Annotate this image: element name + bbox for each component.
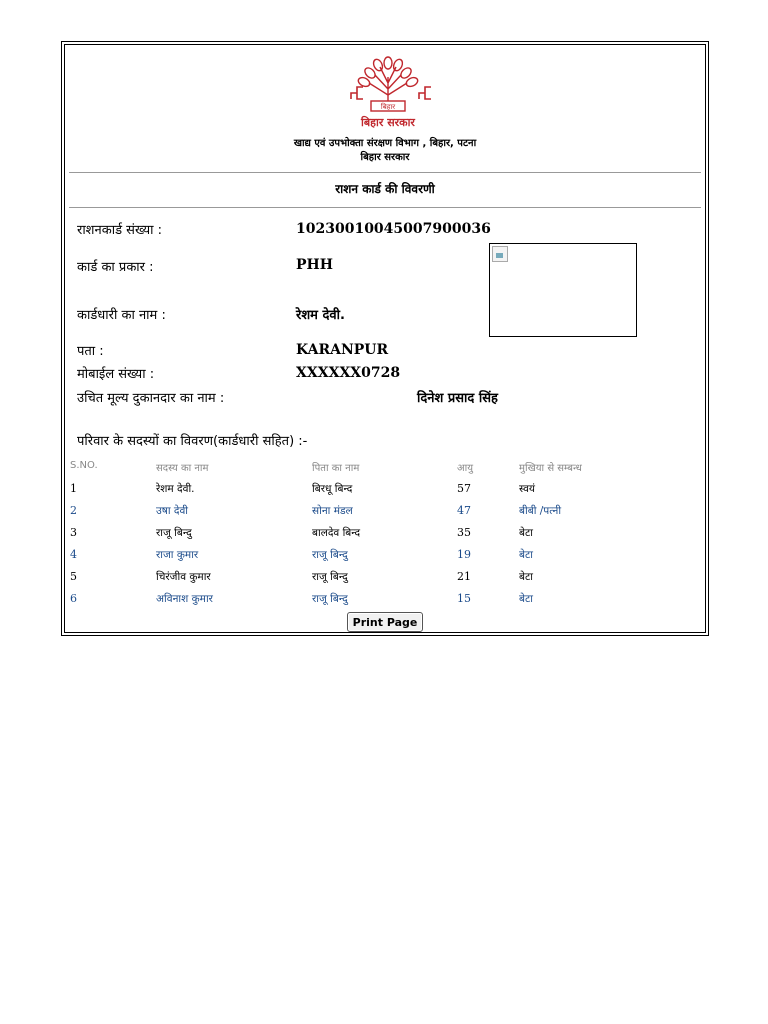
column-header-father-name: पिता का नाम <box>312 463 360 474</box>
row-sno: 5 <box>70 570 77 583</box>
table-row <box>65 588 705 610</box>
dealer-label: उचित मूल्य दुकानदार का नाम : <box>77 391 225 406</box>
government-name: बिहार सरकार <box>360 152 410 163</box>
table-row <box>65 500 705 522</box>
card-number-label: राशनकार्ड संख्या : <box>77 223 162 238</box>
table-row <box>65 478 705 500</box>
row-sno: 1 <box>70 482 77 495</box>
address-value: KARANPUR <box>296 342 389 358</box>
column-header-member-name: सदस्य का नाम <box>156 463 209 474</box>
holder-name-label: कार्डधारी का नाम : <box>77 308 166 323</box>
row-sno: 6 <box>70 592 77 605</box>
row-father-name: राजू बिन्दु <box>312 593 348 605</box>
row-relation: बेटा <box>519 549 534 561</box>
column-header-relation: मुखिया से सम्बन्ध <box>519 463 582 474</box>
mobile-value: XXXXXX0728 <box>296 365 401 381</box>
row-sno: 2 <box>70 504 77 517</box>
row-age: 15 <box>457 592 471 605</box>
table-row <box>65 544 705 566</box>
row-relation: बीबी /पत्नी <box>519 505 562 517</box>
family-members-title: परिवार के सदस्यों का विवरण(कार्डधारी सहित) :- <box>77 434 308 449</box>
row-member-name: राजा कुमार <box>156 549 199 561</box>
address-label: पता : <box>77 344 104 359</box>
card-number-value: 10230010045007900036 <box>296 221 491 237</box>
mobile-label: मोबाईल संख्या : <box>77 367 155 382</box>
table-row <box>65 566 705 588</box>
row-sno: 4 <box>70 548 77 561</box>
card-type-label: कार्ड का प्रकार : <box>77 260 154 275</box>
row-relation: बेटा <box>519 527 534 539</box>
row-father-name: बालदेव बिन्द <box>312 527 361 539</box>
svg-text:बिहार: बिहार <box>380 103 396 111</box>
row-relation: बेटा <box>519 593 534 605</box>
bihar-government-emblem <box>335 53 441 133</box>
row-age: 57 <box>457 482 471 495</box>
column-header-sno: S.NO. <box>70 460 98 471</box>
row-sno: 3 <box>70 526 77 539</box>
dealer-name-value: दिनेश प्रसाद सिंह <box>417 391 498 406</box>
card-type-value: PHH <box>296 257 333 273</box>
section-divider <box>69 207 701 208</box>
holder-name-value: रेशम देवी. <box>296 308 345 323</box>
row-father-name: राजू बिन्दु <box>312 549 348 561</box>
ration-card-inner-border <box>64 44 706 633</box>
row-member-name: राजू बिन्दु <box>156 527 192 539</box>
section-title: राशन कार्ड की विवरणी <box>335 182 435 196</box>
row-age: 21 <box>457 570 471 583</box>
department-name: खाद्य एवं उपभोक्ता संरक्षण विभाग , बिहार, पटना <box>293 138 477 149</box>
column-header-age: आयु <box>457 463 474 474</box>
row-age: 35 <box>457 526 471 539</box>
row-father-name: बिरधू बिन्द <box>312 483 353 495</box>
row-member-name: उषा देवी <box>156 505 189 517</box>
svg-text:बिहार सरकार: बिहार सरकार <box>361 116 415 129</box>
row-member-name: रेशम देवी. <box>156 483 195 495</box>
header-divider <box>69 172 701 173</box>
broken-image-icon <box>492 246 508 262</box>
row-relation: स्वयं <box>519 483 536 495</box>
row-father-name: सोना मंडल <box>312 505 353 517</box>
row-father-name: राजू बिन्दु <box>312 571 348 583</box>
row-age: 47 <box>457 504 471 517</box>
row-member-name: चिरंजीव कुमार <box>156 571 211 583</box>
ration-card-panel <box>61 41 709 636</box>
cardholder-photo <box>489 243 637 337</box>
print-page-button[interactable]: Print Page <box>347 612 423 632</box>
row-member-name: अविनाश कुमार <box>156 593 213 605</box>
table-row <box>65 522 705 544</box>
row-age: 19 <box>457 548 471 561</box>
row-relation: बेटा <box>519 571 534 583</box>
